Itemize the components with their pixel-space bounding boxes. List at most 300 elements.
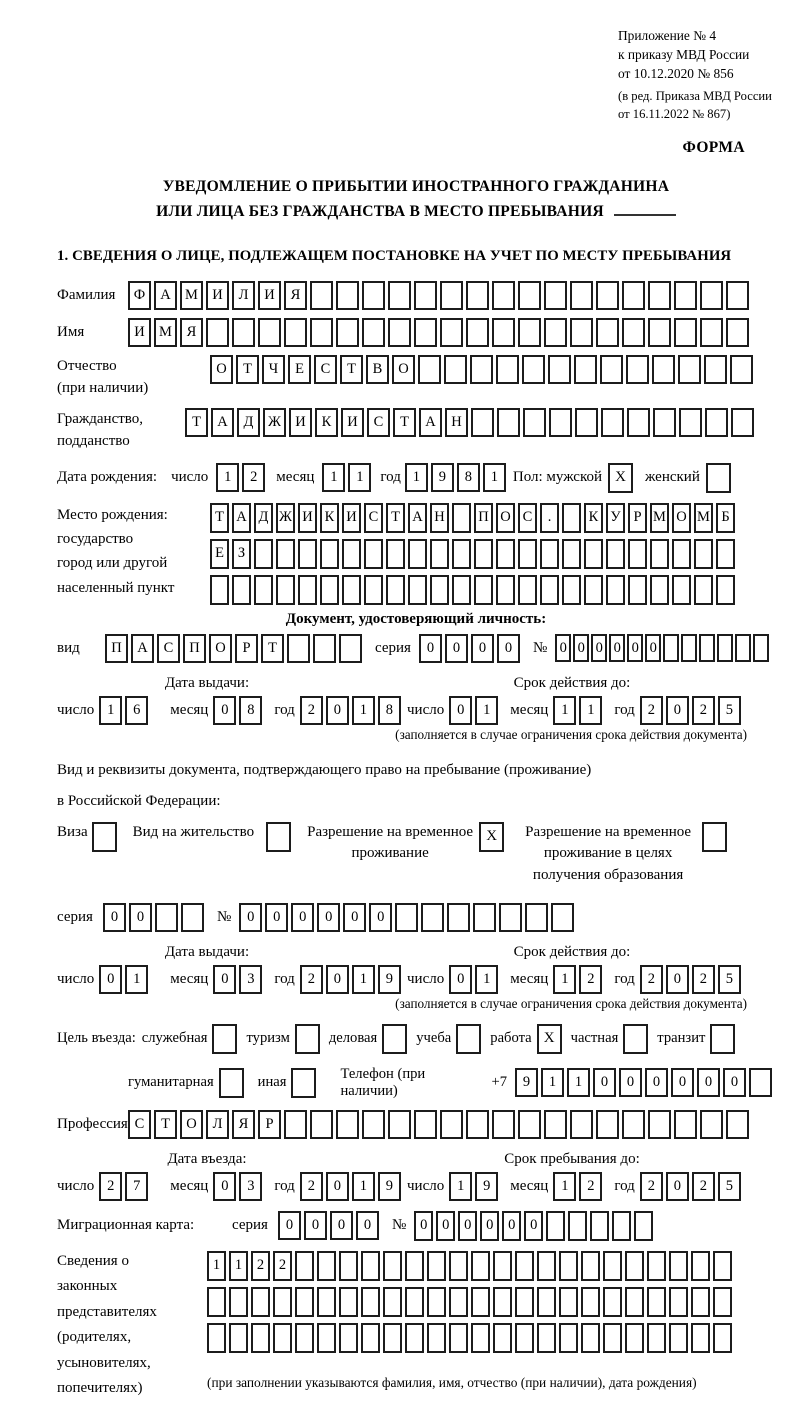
char-cell[interactable]: 7 — [125, 1172, 148, 1201]
char-cell[interactable]: 0 — [129, 903, 152, 932]
char-cell[interactable] — [559, 1251, 578, 1281]
char-cell[interactable] — [647, 1251, 666, 1281]
char-cell[interactable]: М — [694, 503, 713, 533]
char-cell[interactable] — [430, 575, 449, 605]
char-cell[interactable] — [717, 634, 733, 662]
char-cell[interactable]: 0 — [471, 634, 494, 663]
char-cell[interactable]: Б — [716, 503, 735, 533]
char-cell[interactable]: О — [392, 355, 415, 384]
char-cell[interactable] — [361, 1251, 380, 1281]
char-cell[interactable] — [681, 634, 697, 662]
char-cell[interactable] — [414, 281, 437, 310]
char-cell[interactable]: 1 — [352, 965, 375, 994]
char-cell[interactable]: 0 — [326, 696, 349, 725]
char-cell[interactable]: А — [232, 503, 251, 533]
char-cell[interactable]: 0 — [449, 696, 472, 725]
char-cell[interactable] — [388, 281, 411, 310]
char-cell[interactable] — [544, 1110, 567, 1139]
char-cell[interactable] — [310, 318, 333, 347]
char-cell[interactable]: 0 — [414, 1211, 433, 1241]
char-cell[interactable]: 0 — [497, 634, 520, 663]
char-cell[interactable]: 0 — [480, 1211, 499, 1241]
char-cell[interactable] — [669, 1251, 688, 1281]
char-cell[interactable] — [317, 1287, 336, 1317]
char-cell[interactable]: Т — [340, 355, 363, 384]
char-cell[interactable] — [749, 1068, 772, 1097]
char-cell[interactable] — [414, 1110, 437, 1139]
char-cell[interactable] — [625, 1323, 644, 1353]
char-cell[interactable] — [362, 318, 385, 347]
char-cell[interactable] — [449, 1287, 468, 1317]
char-cell[interactable]: Д — [237, 408, 260, 437]
char-cell[interactable]: 5 — [718, 965, 741, 994]
char-cell[interactable] — [232, 318, 255, 347]
char-cell[interactable] — [518, 539, 537, 569]
char-cell[interactable]: Р — [235, 634, 258, 663]
char-cell[interactable] — [339, 634, 362, 663]
char-cell[interactable]: А — [131, 634, 154, 663]
char-cell[interactable] — [562, 503, 581, 533]
char-cell[interactable]: 2 — [300, 965, 323, 994]
char-cell[interactable] — [669, 1323, 688, 1353]
char-cell[interactable]: 2 — [692, 1172, 715, 1201]
char-cell[interactable]: 0 — [502, 1211, 521, 1241]
char-cell[interactable] — [317, 1323, 336, 1353]
char-cell[interactable]: 5 — [718, 696, 741, 725]
char-cell[interactable] — [471, 1323, 490, 1353]
char-cell[interactable] — [626, 355, 649, 384]
char-cell[interactable]: 2 — [579, 1172, 602, 1201]
char-cell[interactable] — [310, 1110, 333, 1139]
char-cell[interactable] — [650, 539, 669, 569]
char-cell[interactable] — [518, 318, 541, 347]
char-cell[interactable]: 0 — [265, 903, 288, 932]
char-cell[interactable] — [694, 575, 713, 605]
char-cell[interactable] — [295, 1323, 314, 1353]
char-cell[interactable] — [679, 408, 702, 437]
char-cell[interactable]: И — [341, 408, 364, 437]
char-cell[interactable] — [700, 318, 723, 347]
char-cell[interactable] — [499, 903, 522, 932]
char-cell[interactable] — [669, 1287, 688, 1317]
char-cell[interactable] — [515, 1323, 534, 1353]
char-cell[interactable]: Т — [185, 408, 208, 437]
char-cell[interactable] — [726, 1110, 749, 1139]
char-cell[interactable]: 2 — [579, 965, 602, 994]
char-cell[interactable] — [570, 281, 593, 310]
char-cell[interactable]: 0 — [591, 634, 607, 662]
char-cell[interactable] — [522, 355, 545, 384]
char-cell[interactable] — [581, 1251, 600, 1281]
char-cell[interactable]: Я — [180, 318, 203, 347]
char-cell[interactable] — [548, 355, 571, 384]
char-cell[interactable] — [317, 1251, 336, 1281]
visa-checkbox[interactable] — [92, 822, 117, 852]
char-cell[interactable]: Л — [206, 1110, 229, 1139]
char-cell[interactable] — [339, 1323, 358, 1353]
char-cell[interactable]: 0 — [419, 634, 442, 663]
char-cell[interactable] — [562, 539, 581, 569]
char-cell[interactable]: С — [518, 503, 537, 533]
char-cell[interactable]: 2 — [692, 965, 715, 994]
char-cell[interactable] — [731, 408, 754, 437]
char-cell[interactable] — [405, 1251, 424, 1281]
char-cell[interactable] — [726, 318, 749, 347]
char-cell[interactable] — [342, 575, 361, 605]
char-cell[interactable]: 0 — [213, 1172, 236, 1201]
char-cell[interactable]: 2 — [692, 696, 715, 725]
char-cell[interactable]: Н — [445, 408, 468, 437]
char-cell[interactable]: 2 — [273, 1251, 292, 1281]
char-cell[interactable] — [273, 1287, 292, 1317]
char-cell[interactable]: 0 — [593, 1068, 616, 1097]
char-cell[interactable] — [622, 281, 645, 310]
char-cell[interactable]: К — [315, 408, 338, 437]
char-cell[interactable]: 1 — [352, 1172, 375, 1201]
char-cell[interactable] — [310, 281, 333, 310]
char-cell[interactable]: Р — [258, 1110, 281, 1139]
char-cell[interactable] — [705, 408, 728, 437]
char-cell[interactable] — [207, 1323, 226, 1353]
char-cell[interactable] — [339, 1251, 358, 1281]
char-cell[interactable] — [716, 539, 735, 569]
char-cell[interactable] — [471, 1287, 490, 1317]
char-cell[interactable] — [364, 575, 383, 605]
char-cell[interactable]: 9 — [475, 1172, 498, 1201]
char-cell[interactable] — [574, 355, 597, 384]
char-cell[interactable]: 0 — [627, 634, 643, 662]
char-cell[interactable]: Т — [210, 503, 229, 533]
char-cell[interactable] — [210, 575, 229, 605]
char-cell[interactable] — [418, 355, 441, 384]
char-cell[interactable] — [544, 318, 567, 347]
char-cell[interactable]: С — [364, 503, 383, 533]
char-cell[interactable]: Т — [154, 1110, 177, 1139]
char-cell[interactable]: 0 — [213, 696, 236, 725]
char-cell[interactable]: 5 — [718, 1172, 741, 1201]
char-cell[interactable] — [251, 1287, 270, 1317]
char-cell[interactable]: 0 — [555, 634, 571, 662]
char-cell[interactable] — [206, 318, 229, 347]
char-cell[interactable] — [395, 903, 418, 932]
char-cell[interactable]: Р — [628, 503, 647, 533]
char-cell[interactable]: 9 — [431, 463, 454, 492]
char-cell[interactable]: О — [496, 503, 515, 533]
char-cell[interactable]: 0 — [697, 1068, 720, 1097]
char-cell[interactable] — [342, 539, 361, 569]
char-cell[interactable] — [596, 281, 619, 310]
char-cell[interactable] — [493, 1251, 512, 1281]
char-cell[interactable]: 2 — [640, 965, 663, 994]
char-cell[interactable] — [622, 1110, 645, 1139]
char-cell[interactable] — [466, 1110, 489, 1139]
char-cell[interactable] — [544, 281, 567, 310]
char-cell[interactable] — [408, 575, 427, 605]
char-cell[interactable]: 1 — [541, 1068, 564, 1097]
char-cell[interactable] — [497, 408, 520, 437]
char-cell[interactable]: 1 — [553, 1172, 576, 1201]
purpose-private-checkbox[interactable] — [623, 1024, 648, 1054]
char-cell[interactable] — [596, 1110, 619, 1139]
char-cell[interactable]: 1 — [322, 463, 345, 492]
char-cell[interactable] — [181, 903, 204, 932]
char-cell[interactable] — [518, 1110, 541, 1139]
char-cell[interactable] — [753, 634, 769, 662]
char-cell[interactable] — [622, 318, 645, 347]
char-cell[interactable] — [313, 634, 336, 663]
char-cell[interactable] — [625, 1251, 644, 1281]
char-cell[interactable] — [634, 1211, 653, 1241]
char-cell[interactable]: С — [314, 355, 337, 384]
char-cell[interactable]: 2 — [300, 696, 323, 725]
char-cell[interactable] — [704, 355, 727, 384]
char-cell[interactable]: П — [474, 503, 493, 533]
char-cell[interactable]: Я — [284, 281, 307, 310]
char-cell[interactable] — [421, 903, 444, 932]
char-cell[interactable] — [515, 1287, 534, 1317]
char-cell[interactable] — [298, 539, 317, 569]
char-cell[interactable] — [612, 1211, 631, 1241]
char-cell[interactable]: 1 — [216, 463, 239, 492]
char-cell[interactable] — [735, 634, 751, 662]
char-cell[interactable] — [383, 1251, 402, 1281]
char-cell[interactable] — [388, 318, 411, 347]
char-cell[interactable]: Ч — [262, 355, 285, 384]
char-cell[interactable]: 0 — [326, 965, 349, 994]
char-cell[interactable]: Ж — [276, 503, 295, 533]
char-cell[interactable] — [427, 1323, 446, 1353]
char-cell[interactable] — [408, 539, 427, 569]
char-cell[interactable] — [298, 575, 317, 605]
char-cell[interactable] — [726, 281, 749, 310]
char-cell[interactable] — [663, 634, 679, 662]
char-cell[interactable] — [603, 1251, 622, 1281]
char-cell[interactable]: Е — [210, 539, 229, 569]
char-cell[interactable] — [678, 355, 701, 384]
char-cell[interactable]: 0 — [645, 1068, 668, 1097]
char-cell[interactable] — [540, 575, 559, 605]
char-cell[interactable]: 0 — [458, 1211, 477, 1241]
char-cell[interactable] — [627, 408, 650, 437]
char-cell[interactable]: 0 — [666, 696, 689, 725]
purpose-study-checkbox[interactable] — [456, 1024, 481, 1054]
char-cell[interactable]: 6 — [125, 696, 148, 725]
char-cell[interactable] — [492, 1110, 515, 1139]
char-cell[interactable] — [691, 1323, 710, 1353]
char-cell[interactable] — [229, 1287, 248, 1317]
char-cell[interactable] — [427, 1287, 446, 1317]
char-cell[interactable] — [452, 503, 471, 533]
purpose-other-checkbox[interactable] — [291, 1068, 316, 1098]
char-cell[interactable] — [537, 1251, 556, 1281]
char-cell[interactable] — [628, 575, 647, 605]
char-cell[interactable] — [207, 1287, 226, 1317]
char-cell[interactable]: 0 — [645, 634, 661, 662]
char-cell[interactable]: С — [157, 634, 180, 663]
char-cell[interactable]: И — [298, 503, 317, 533]
char-cell[interactable]: К — [584, 503, 603, 533]
char-cell[interactable] — [295, 1287, 314, 1317]
char-cell[interactable] — [650, 575, 669, 605]
char-cell[interactable]: К — [320, 503, 339, 533]
char-cell[interactable]: С — [367, 408, 390, 437]
char-cell[interactable] — [470, 355, 493, 384]
char-cell[interactable] — [559, 1287, 578, 1317]
char-cell[interactable]: Д — [254, 503, 273, 533]
char-cell[interactable]: М — [650, 503, 669, 533]
char-cell[interactable] — [674, 1110, 697, 1139]
purpose-humanitarian-checkbox[interactable] — [219, 1068, 244, 1098]
char-cell[interactable] — [336, 318, 359, 347]
char-cell[interactable]: 8 — [457, 463, 480, 492]
char-cell[interactable] — [284, 1110, 307, 1139]
char-cell[interactable] — [625, 1287, 644, 1317]
temp-residence-education-checkbox[interactable] — [702, 822, 727, 852]
char-cell[interactable] — [596, 318, 619, 347]
char-cell[interactable]: 1 — [207, 1251, 226, 1281]
char-cell[interactable] — [447, 903, 470, 932]
char-cell[interactable] — [628, 539, 647, 569]
char-cell[interactable] — [471, 1251, 490, 1281]
char-cell[interactable] — [590, 1211, 609, 1241]
char-cell[interactable]: 1 — [553, 696, 576, 725]
char-cell[interactable]: Т — [261, 634, 284, 663]
char-cell[interactable] — [273, 1323, 292, 1353]
char-cell[interactable] — [603, 1323, 622, 1353]
char-cell[interactable] — [700, 1110, 723, 1139]
char-cell[interactable]: Т — [393, 408, 416, 437]
char-cell[interactable] — [254, 539, 273, 569]
char-cell[interactable] — [362, 1110, 385, 1139]
sex-female-checkbox[interactable] — [706, 463, 731, 493]
char-cell[interactable]: 1 — [483, 463, 506, 492]
char-cell[interactable] — [361, 1287, 380, 1317]
char-cell[interactable]: 0 — [449, 965, 472, 994]
char-cell[interactable]: 2 — [640, 1172, 663, 1201]
char-cell[interactable]: 0 — [326, 1172, 349, 1201]
char-cell[interactable]: 3 — [239, 1172, 262, 1201]
purpose-business-checkbox[interactable] — [382, 1024, 407, 1054]
char-cell[interactable]: И — [258, 281, 281, 310]
char-cell[interactable]: 0 — [291, 903, 314, 932]
char-cell[interactable] — [493, 1323, 512, 1353]
char-cell[interactable] — [600, 355, 623, 384]
purpose-tourism-checkbox[interactable] — [295, 1024, 320, 1054]
char-cell[interactable] — [653, 408, 676, 437]
char-cell[interactable]: П — [183, 634, 206, 663]
char-cell[interactable] — [568, 1211, 587, 1241]
char-cell[interactable] — [518, 575, 537, 605]
char-cell[interactable] — [474, 539, 493, 569]
char-cell[interactable]: 0 — [317, 903, 340, 932]
char-cell[interactable]: 1 — [553, 965, 576, 994]
char-cell[interactable] — [648, 318, 671, 347]
char-cell[interactable] — [562, 575, 581, 605]
char-cell[interactable] — [386, 539, 405, 569]
purpose-work-checkbox[interactable]: X — [537, 1024, 562, 1054]
char-cell[interactable] — [232, 575, 251, 605]
char-cell[interactable]: 0 — [356, 1211, 379, 1240]
char-cell[interactable] — [713, 1251, 732, 1281]
char-cell[interactable]: 0 — [573, 634, 589, 662]
char-cell[interactable]: 2 — [251, 1251, 270, 1281]
char-cell[interactable] — [606, 539, 625, 569]
char-cell[interactable] — [549, 408, 572, 437]
char-cell[interactable] — [584, 575, 603, 605]
char-cell[interactable] — [672, 575, 691, 605]
char-cell[interactable] — [647, 1323, 666, 1353]
char-cell[interactable]: 1 — [449, 1172, 472, 1201]
char-cell[interactable] — [523, 408, 546, 437]
char-cell[interactable]: 3 — [239, 965, 262, 994]
char-cell[interactable]: 0 — [671, 1068, 694, 1097]
char-cell[interactable] — [276, 575, 295, 605]
char-cell[interactable]: 0 — [436, 1211, 455, 1241]
char-cell[interactable]: 1 — [475, 965, 498, 994]
char-cell[interactable]: Ф — [128, 281, 151, 310]
char-cell[interactable] — [254, 575, 273, 605]
char-cell[interactable]: 9 — [515, 1068, 538, 1097]
char-cell[interactable] — [713, 1323, 732, 1353]
char-cell[interactable] — [606, 575, 625, 605]
char-cell[interactable]: 0 — [304, 1211, 327, 1240]
char-cell[interactable] — [336, 281, 359, 310]
char-cell[interactable] — [546, 1211, 565, 1241]
char-cell[interactable]: А — [154, 281, 177, 310]
char-cell[interactable]: С — [128, 1110, 151, 1139]
char-cell[interactable]: 0 — [609, 634, 625, 662]
char-cell[interactable] — [540, 539, 559, 569]
char-cell[interactable] — [452, 539, 471, 569]
char-cell[interactable] — [386, 575, 405, 605]
char-cell[interactable] — [648, 281, 671, 310]
char-cell[interactable]: И — [289, 408, 312, 437]
char-cell[interactable]: 2 — [99, 1172, 122, 1201]
char-cell[interactable]: 0 — [619, 1068, 642, 1097]
char-cell[interactable]: 0 — [330, 1211, 353, 1240]
char-cell[interactable] — [414, 318, 437, 347]
char-cell[interactable] — [648, 1110, 671, 1139]
char-cell[interactable]: 2 — [640, 696, 663, 725]
char-cell[interactable] — [601, 408, 624, 437]
char-cell[interactable]: 0 — [343, 903, 366, 932]
char-cell[interactable] — [466, 281, 489, 310]
char-cell[interactable] — [276, 539, 295, 569]
char-cell[interactable]: П — [105, 634, 128, 663]
char-cell[interactable]: 0 — [213, 965, 236, 994]
char-cell[interactable] — [473, 903, 496, 932]
char-cell[interactable] — [492, 318, 515, 347]
char-cell[interactable] — [652, 355, 675, 384]
char-cell[interactable] — [575, 408, 598, 437]
char-cell[interactable] — [730, 355, 753, 384]
char-cell[interactable]: 1 — [348, 463, 371, 492]
char-cell[interactable] — [229, 1323, 248, 1353]
char-cell[interactable] — [674, 318, 697, 347]
char-cell[interactable] — [405, 1287, 424, 1317]
char-cell[interactable] — [525, 903, 548, 932]
char-cell[interactable] — [474, 575, 493, 605]
char-cell[interactable] — [691, 1287, 710, 1317]
char-cell[interactable]: Н — [430, 503, 449, 533]
char-cell[interactable] — [496, 355, 519, 384]
char-cell[interactable] — [258, 318, 281, 347]
char-cell[interactable] — [383, 1323, 402, 1353]
char-cell[interactable] — [674, 281, 697, 310]
char-cell[interactable] — [287, 634, 310, 663]
char-cell[interactable] — [559, 1323, 578, 1353]
char-cell[interactable] — [551, 903, 574, 932]
